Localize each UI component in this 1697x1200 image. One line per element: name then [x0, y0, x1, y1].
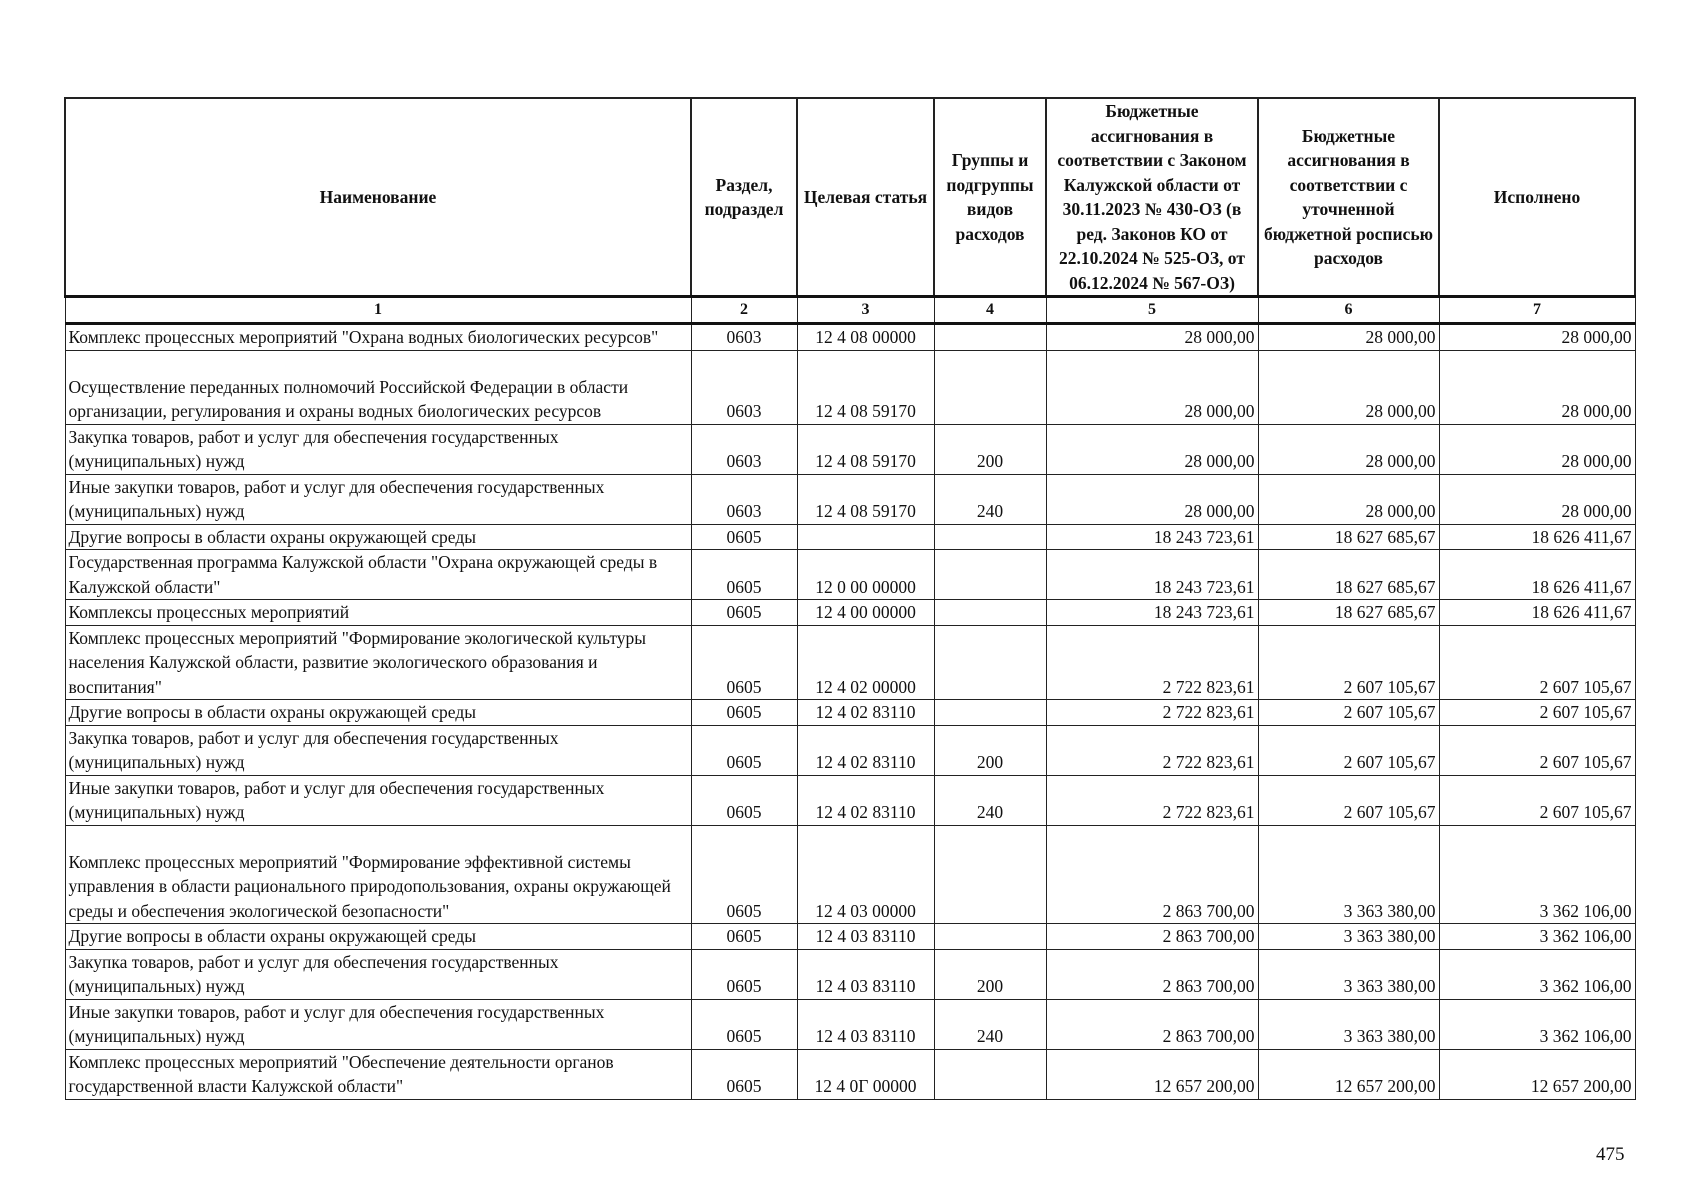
row-name: Комплекс процессных мероприятий "Охрана водных биологических ресурсов" — [65, 324, 691, 351]
table-row — [65, 524, 1635, 550]
row-section: 0605 — [691, 924, 797, 950]
row-name: Иные закупки товаров, работ и услуг для обеспечения государственных (муниципальных) нужд — [65, 999, 691, 1049]
row-group — [934, 700, 1046, 726]
table-row — [65, 825, 1635, 924]
row-executed: 28 000,00 — [1439, 350, 1635, 424]
row-name: Закупка товаров, работ и услуг для обеспечения государственных (муниципальных) нужд — [65, 424, 691, 474]
row-article: 12 4 03 83110 — [797, 999, 934, 1049]
column-number: 2 — [691, 297, 797, 324]
header-target-article: Целевая статья — [797, 98, 934, 297]
row-budget-refined: 12 657 200,00 — [1258, 1049, 1439, 1099]
row-group — [934, 825, 1046, 924]
header-row — [65, 98, 1635, 297]
row-article — [797, 524, 934, 550]
row-budget-law: 28 000,00 — [1046, 324, 1258, 351]
table-row — [65, 324, 1635, 351]
row-budget-law: 2 722 823,61 — [1046, 775, 1258, 825]
row-executed: 2 607 105,67 — [1439, 725, 1635, 775]
row-article: 12 4 02 83110 — [797, 775, 934, 825]
row-budget-law: 18 243 723,61 — [1046, 550, 1258, 600]
row-name: Комплекс процессных мероприятий "Формирование экологической культуры населения Калужской области, развитие экологического образования и воспитания" — [65, 625, 691, 700]
row-article: 12 0 00 00000 — [797, 550, 934, 600]
row-name: Другие вопросы в области охраны окружающей среды — [65, 524, 691, 550]
header-budget-refined: Бюджетные ассигнования в соответствии с уточненной бюджетной росписью расходов — [1258, 98, 1439, 297]
table-row — [65, 700, 1635, 726]
row-executed: 2 607 105,67 — [1439, 625, 1635, 700]
row-budget-law: 28 000,00 — [1046, 350, 1258, 424]
row-section: 0605 — [691, 700, 797, 726]
row-name: Закупка товаров, работ и услуг для обеспечения государственных (муниципальных) нужд — [65, 949, 691, 999]
row-article: 12 4 02 83110 — [797, 700, 934, 726]
row-executed: 3 362 106,00 — [1439, 949, 1635, 999]
table-row — [65, 725, 1635, 775]
row-budget-law: 12 657 200,00 — [1046, 1049, 1258, 1099]
row-group — [934, 350, 1046, 424]
row-budget-refined: 18 627 685,67 — [1258, 550, 1439, 600]
row-executed: 28 000,00 — [1439, 324, 1635, 351]
row-group: 240 — [934, 474, 1046, 524]
row-budget-refined: 2 607 105,67 — [1258, 625, 1439, 700]
row-budget-refined: 2 607 105,67 — [1258, 725, 1439, 775]
row-section: 0603 — [691, 324, 797, 351]
row-name: Другие вопросы в области охраны окружающей среды — [65, 924, 691, 950]
row-budget-law: 18 243 723,61 — [1046, 600, 1258, 626]
row-name: Комплекс процессных мероприятий "Формирование эффективной системы управления в области рационального природопользования, охраны окружающей среды и обеспечения экологической безопасности" — [65, 825, 691, 924]
row-group — [934, 625, 1046, 700]
row-budget-refined: 3 363 380,00 — [1258, 949, 1439, 999]
row-section: 0605 — [691, 550, 797, 600]
table-row — [65, 924, 1635, 950]
row-group — [934, 1049, 1046, 1099]
row-budget-law: 2 722 823,61 — [1046, 700, 1258, 726]
page-number: 475 — [1596, 1144, 1625, 1165]
row-executed: 3 362 106,00 — [1439, 924, 1635, 950]
row-section: 0605 — [691, 725, 797, 775]
row-article: 12 4 03 83110 — [797, 924, 934, 950]
row-name: Осуществление переданных полномочий Российской Федерации в области организации, регулирования и охраны водных биологических ресурсов — [65, 350, 691, 424]
column-number: 6 — [1258, 297, 1439, 324]
table-row — [65, 1049, 1635, 1099]
table-row — [65, 625, 1635, 700]
row-budget-refined: 28 000,00 — [1258, 424, 1439, 474]
row-section: 0605 — [691, 825, 797, 924]
row-group: 240 — [934, 775, 1046, 825]
row-budget-law: 2 863 700,00 — [1046, 825, 1258, 924]
row-group — [934, 924, 1046, 950]
table-row — [65, 350, 1635, 424]
table-row — [65, 424, 1635, 474]
row-section: 0603 — [691, 350, 797, 424]
row-budget-refined: 3 363 380,00 — [1258, 924, 1439, 950]
row-name: Другие вопросы в области охраны окружающей среды — [65, 700, 691, 726]
column-number: 3 — [797, 297, 934, 324]
row-section: 0605 — [691, 1049, 797, 1099]
row-executed: 3 362 106,00 — [1439, 825, 1635, 924]
row-name: Комплекс процессных мероприятий "Обеспечение деятельности органов государственной власти Калужской области" — [65, 1049, 691, 1099]
row-article: 12 4 08 59170 — [797, 424, 934, 474]
row-group: 200 — [934, 725, 1046, 775]
row-article: 12 4 03 83110 — [797, 949, 934, 999]
row-executed: 2 607 105,67 — [1439, 775, 1635, 825]
header-executed: Исполнено — [1439, 98, 1635, 297]
row-group — [934, 524, 1046, 550]
row-executed: 18 626 411,67 — [1439, 524, 1635, 550]
table-row — [65, 949, 1635, 999]
row-article: 12 4 02 00000 — [797, 625, 934, 700]
column-number: 4 — [934, 297, 1046, 324]
row-group: 200 — [934, 949, 1046, 999]
header-name: Наименование — [65, 98, 691, 297]
row-name: Закупка товаров, работ и услуг для обеспечения государственных (муниципальных) нужд — [65, 725, 691, 775]
header-budget-law: Бюджетные ассигнования в соответствии с Законом Калужской области от 30.11.2023 № 430-ОЗ (в ред. Законов КО от 22.10.2024 № 525-ОЗ, от 06.12.2024 № 567-ОЗ) — [1046, 98, 1258, 297]
header-expense-groups: Группы и подгруппы видов расходов — [934, 98, 1046, 297]
row-section: 0605 — [691, 625, 797, 700]
row-name: Иные закупки товаров, работ и услуг для обеспечения государственных (муниципальных) нужд — [65, 775, 691, 825]
row-budget-refined: 18 627 685,67 — [1258, 524, 1439, 550]
row-article: 12 4 08 00000 — [797, 324, 934, 351]
column-number: 7 — [1439, 297, 1635, 324]
row-budget-refined: 3 363 380,00 — [1258, 825, 1439, 924]
row-group — [934, 550, 1046, 600]
row-article: 12 4 00 00000 — [797, 600, 934, 626]
row-budget-refined: 28 000,00 — [1258, 474, 1439, 524]
row-name: Государственная программа Калужской области "Охрана окружающей среды в Калужской области" — [65, 550, 691, 600]
row-section: 0603 — [691, 424, 797, 474]
column-number-row — [65, 297, 1635, 324]
row-budget-law: 18 243 723,61 — [1046, 524, 1258, 550]
table-row — [65, 999, 1635, 1049]
row-article: 12 4 03 00000 — [797, 825, 934, 924]
row-executed: 3 362 106,00 — [1439, 999, 1635, 1049]
row-article: 12 4 02 83110 — [797, 725, 934, 775]
row-budget-refined: 2 607 105,67 — [1258, 775, 1439, 825]
table-row — [65, 474, 1635, 524]
row-budget-law: 2 863 700,00 — [1046, 999, 1258, 1049]
row-executed: 28 000,00 — [1439, 424, 1635, 474]
table-row — [65, 775, 1635, 825]
row-article: 12 4 08 59170 — [797, 474, 934, 524]
row-executed: 2 607 105,67 — [1439, 700, 1635, 726]
row-executed: 12 657 200,00 — [1439, 1049, 1635, 1099]
row-budget-law: 2 722 823,61 — [1046, 625, 1258, 700]
row-executed: 28 000,00 — [1439, 474, 1635, 524]
row-budget-law: 2 722 823,61 — [1046, 725, 1258, 775]
table-row — [65, 550, 1635, 600]
row-name: Иные закупки товаров, работ и услуг для обеспечения государственных (муниципальных) нужд — [65, 474, 691, 524]
row-budget-refined: 2 607 105,67 — [1258, 700, 1439, 726]
row-article: 12 4 0Г 00000 — [797, 1049, 934, 1099]
row-budget-refined: 28 000,00 — [1258, 350, 1439, 424]
column-number: 5 — [1046, 297, 1258, 324]
row-executed: 18 626 411,67 — [1439, 550, 1635, 600]
row-section: 0605 — [691, 775, 797, 825]
row-section: 0605 — [691, 999, 797, 1049]
row-section: 0605 — [691, 524, 797, 550]
row-budget-law: 28 000,00 — [1046, 424, 1258, 474]
header-section: Раздел, подраздел — [691, 98, 797, 297]
row-section: 0605 — [691, 600, 797, 626]
row-executed: 18 626 411,67 — [1439, 600, 1635, 626]
row-group: 200 — [934, 424, 1046, 474]
row-article: 12 4 08 59170 — [797, 350, 934, 424]
row-budget-refined: 3 363 380,00 — [1258, 999, 1439, 1049]
budget-table — [64, 97, 1636, 1100]
row-budget-law: 28 000,00 — [1046, 474, 1258, 524]
row-budget-law: 2 863 700,00 — [1046, 949, 1258, 999]
row-section: 0605 — [691, 949, 797, 999]
row-budget-refined: 18 627 685,67 — [1258, 600, 1439, 626]
row-group — [934, 324, 1046, 351]
row-budget-refined: 28 000,00 — [1258, 324, 1439, 351]
row-name: Комплексы процессных мероприятий — [65, 600, 691, 626]
table-row — [65, 600, 1635, 626]
row-budget-law: 2 863 700,00 — [1046, 924, 1258, 950]
row-section: 0603 — [691, 474, 797, 524]
column-number: 1 — [65, 297, 691, 324]
row-group: 240 — [934, 999, 1046, 1049]
row-group — [934, 600, 1046, 626]
